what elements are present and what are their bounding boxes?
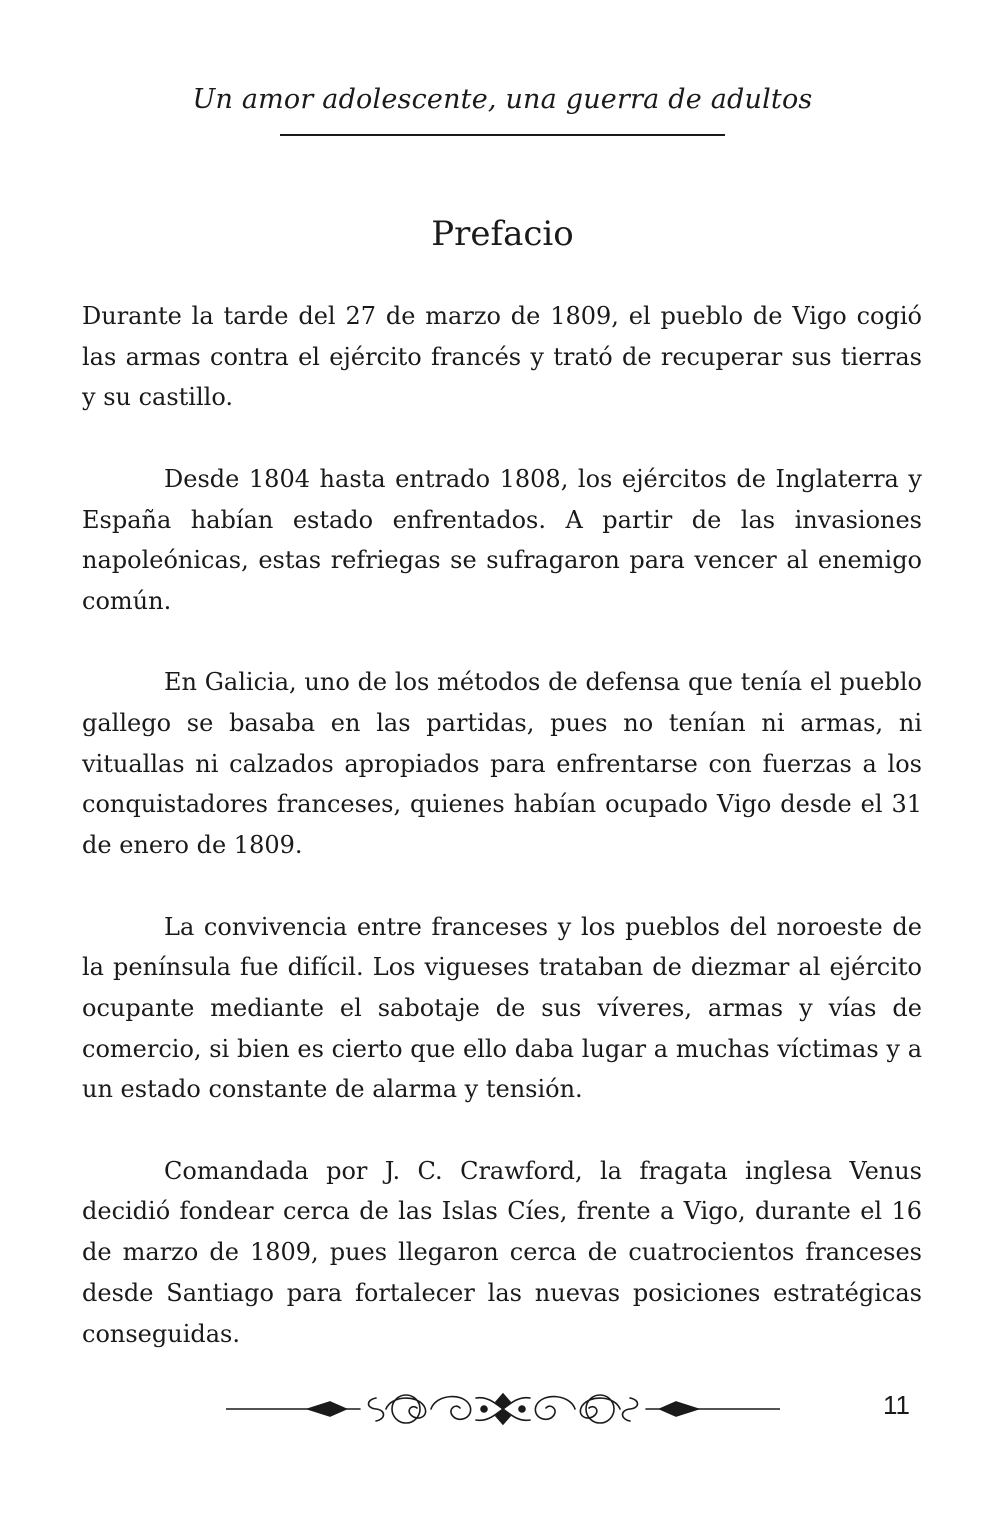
chapter-title: Prefacio: [431, 214, 574, 254]
paragraph-4: La convivencia entre franceses y los pueblos del noroeste de la península fue difícil. Los vigueses trataban de diezmar al ejército ocupante mediante el sabotaje de sus víveres, armas y vías de comercio, si bien es cierto que ello daba lugar a muchas víctimas y a un estado constante de alarma y tensión.: [82, 912, 922, 1104]
body-text: [82, 296, 922, 1395]
paragraph-5: Comandada por J. C. Crawford, la fragata inglesa Venus decidió fondear cerca de las Islas Cíes, frente a Vigo, durante el 16 de marzo de 1809, pues llegaron cerca de cuatrocientos franceses desde Santiago para fortalecer las nuevas posiciones estratégicas conseguidas.: [82, 1156, 922, 1348]
paragraph-3: En Galicia, uno de los métodos de defensa que tenía el pueblo gallego se basaba en las partidas, pues no tenían ni armas, ni vituallas ni calzados apropiados para enfrentarse con fuerzas a los conquistadores franceses, quienes habían ocupado Vigo desde el 31 de enero de 1809.: [82, 668, 922, 860]
paragraph-1: Durante la tarde del 27 de marzo de 1809, el pueblo de Vigo cogió las armas contra el ejército francés y trató de recuperar sus tierras y su castillo.: [82, 302, 922, 412]
flourish-divider-icon: [226, 1388, 780, 1430]
page-number: 11: [883, 1390, 910, 1420]
header-rule: [280, 134, 725, 136]
running-header-title: Un amor adolescente, una guerra de adultos: [192, 84, 813, 115]
paragraph-2: Desde 1804 hasta entrado 1808, los ejércitos de Inglaterra y España habían estado enfrentados. A partir de las invasiones napoleónicas, estas refriegas se sufragaron para vencer al enemigo común.: [82, 464, 922, 615]
